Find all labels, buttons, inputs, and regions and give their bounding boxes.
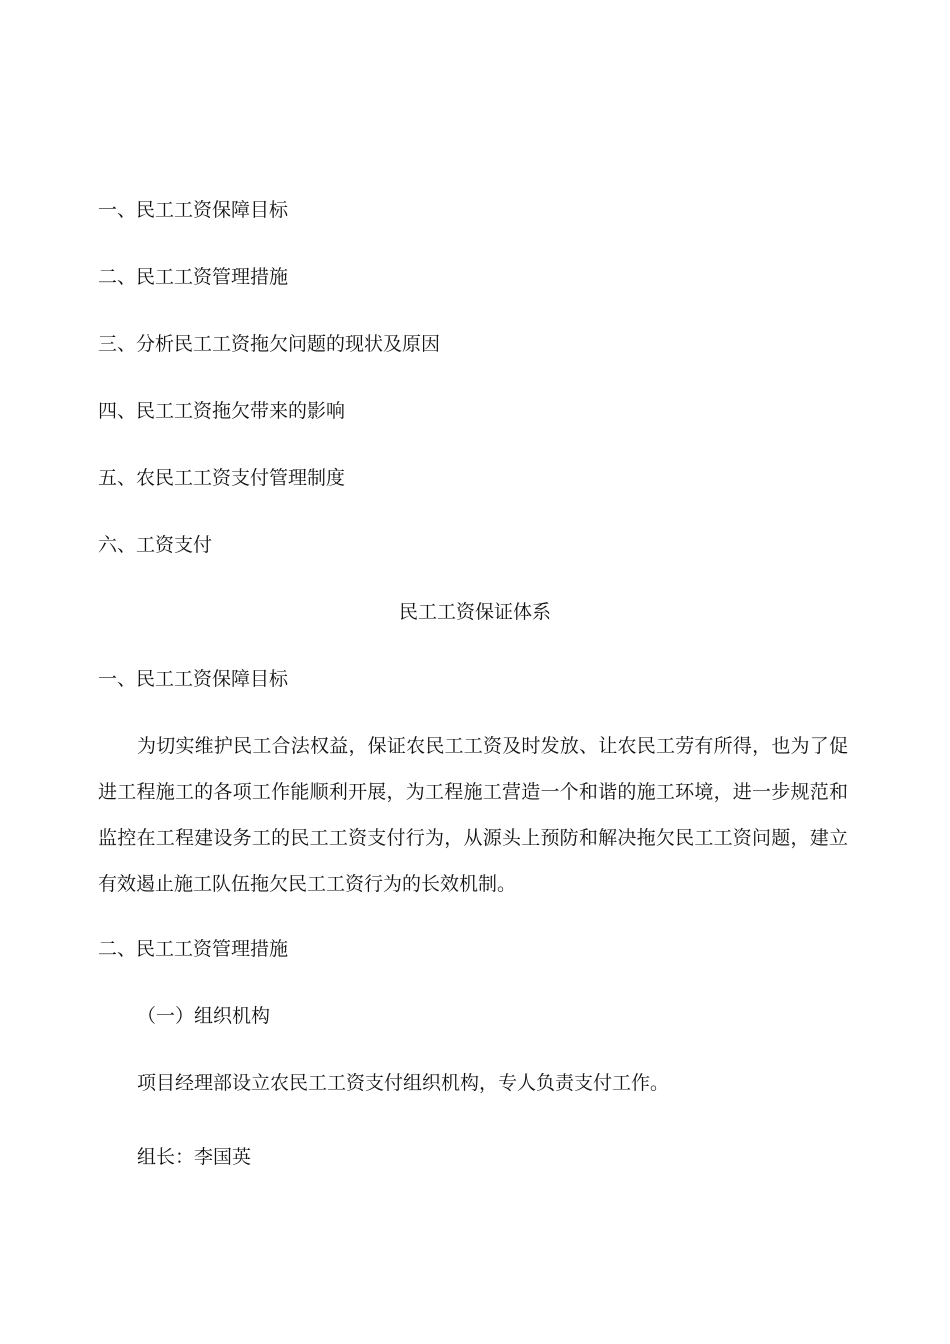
section-2-text-2: 组长：李国英 (137, 1146, 252, 1168)
toc-item-6: 六、工资支付 (98, 534, 213, 556)
toc-item-4: 四、民工工资拖欠带来的影响 (98, 400, 346, 422)
document-title: 民工工资保证体系 (398, 601, 551, 623)
toc-item-3: 三、分析民工工资拖欠问题的现状及原因 (98, 333, 441, 355)
section-1-paragraph: 为切实维护民工合法权益，保证农民工工资及时发放、让农民工劳有所得，也为了促进工程施工的各项工作能顺利开展，为工程施工营造一个和谐的施工环境，进一步规范和监控在工程建设务工的民工工资支付行为，从源头上预防和解决拖欠民工工资问题，建立有效遏止施工队伍拖欠民工工资行为的长效机制。 (98, 735, 848, 895)
toc-item-2: 二、民工工资管理措施 (98, 266, 289, 288)
toc-item-5: 五、农民工工资支付管理制度 (98, 467, 346, 489)
section-2-heading: 二、民工工资管理措施 (98, 938, 289, 960)
toc-item-1: 一、民工工资保障目标 (98, 199, 289, 221)
section-2-text-1: 项目经理部设立农民工工资支付组织机构，专人负责支付工作。 (137, 1072, 670, 1094)
section-1-heading: 一、民工工资保障目标 (98, 668, 289, 690)
section-2-subheading: （一）组织机构 (137, 1005, 271, 1027)
